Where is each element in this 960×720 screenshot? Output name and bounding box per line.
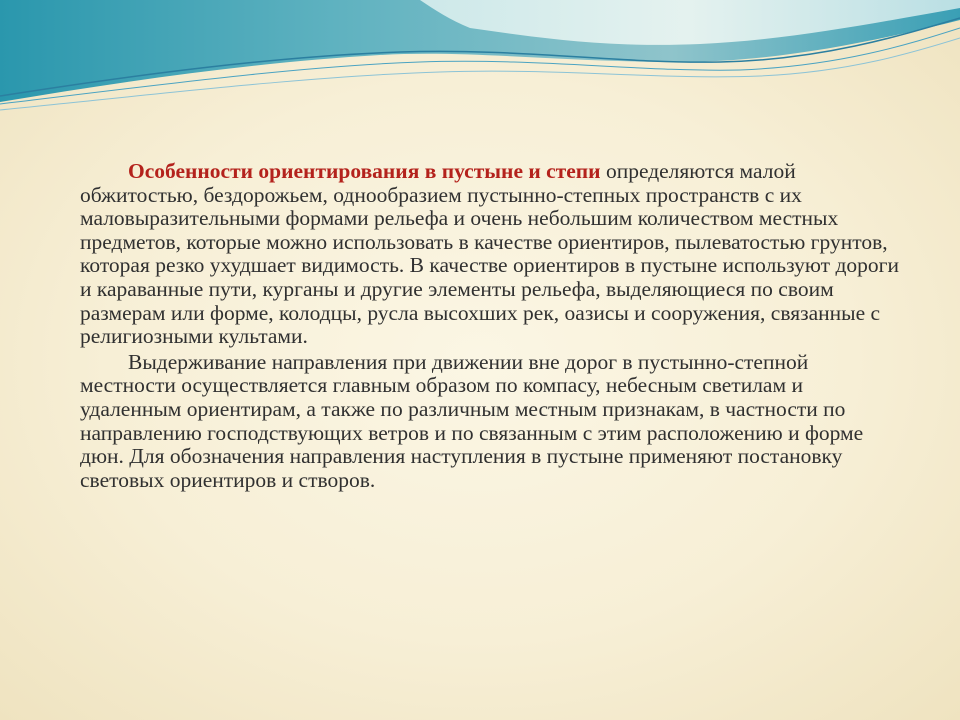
paragraph-text: Выдерживание направления при движении вне дорог в пустынно-степной местности осуществляется главным образом по компасу, небесным светилам и удаленным ориентирам, а также по различным местным признакам, в частности по направлению господствующих ветров и по связанным с этим расположению и форме дюн. Для обозначения направления наступления в пустыне применяют постановку световых ориентиров и створов. <box>80 349 864 492</box>
wave-banner <box>0 0 960 130</box>
paragraph-orientation <box>80 160 900 349</box>
paragraph-text: определяются малой обжитостью, бездорожьем, однообразием пустынно-степных пространств с их маловыразительными формами рельефа и очень небольшим количеством местных предметов, которые можно использовать в качестве ориентиров, пылеватостью грунтов, которая резко ухудшает видимость. В качестве ориентиров в пустыне используют дороги и караванные пути, курганы и другие элементы рельефа, выделяющиеся по своим размерам или форме, колодцы, русла высохших рек, оазисы и сооружения, связанные с религиозными культами. <box>80 159 899 349</box>
paragraph-direction <box>80 351 900 493</box>
highlighted-term: Особенности ориентирования в пустыне и степи <box>128 159 601 183</box>
slide-body <box>80 160 900 492</box>
